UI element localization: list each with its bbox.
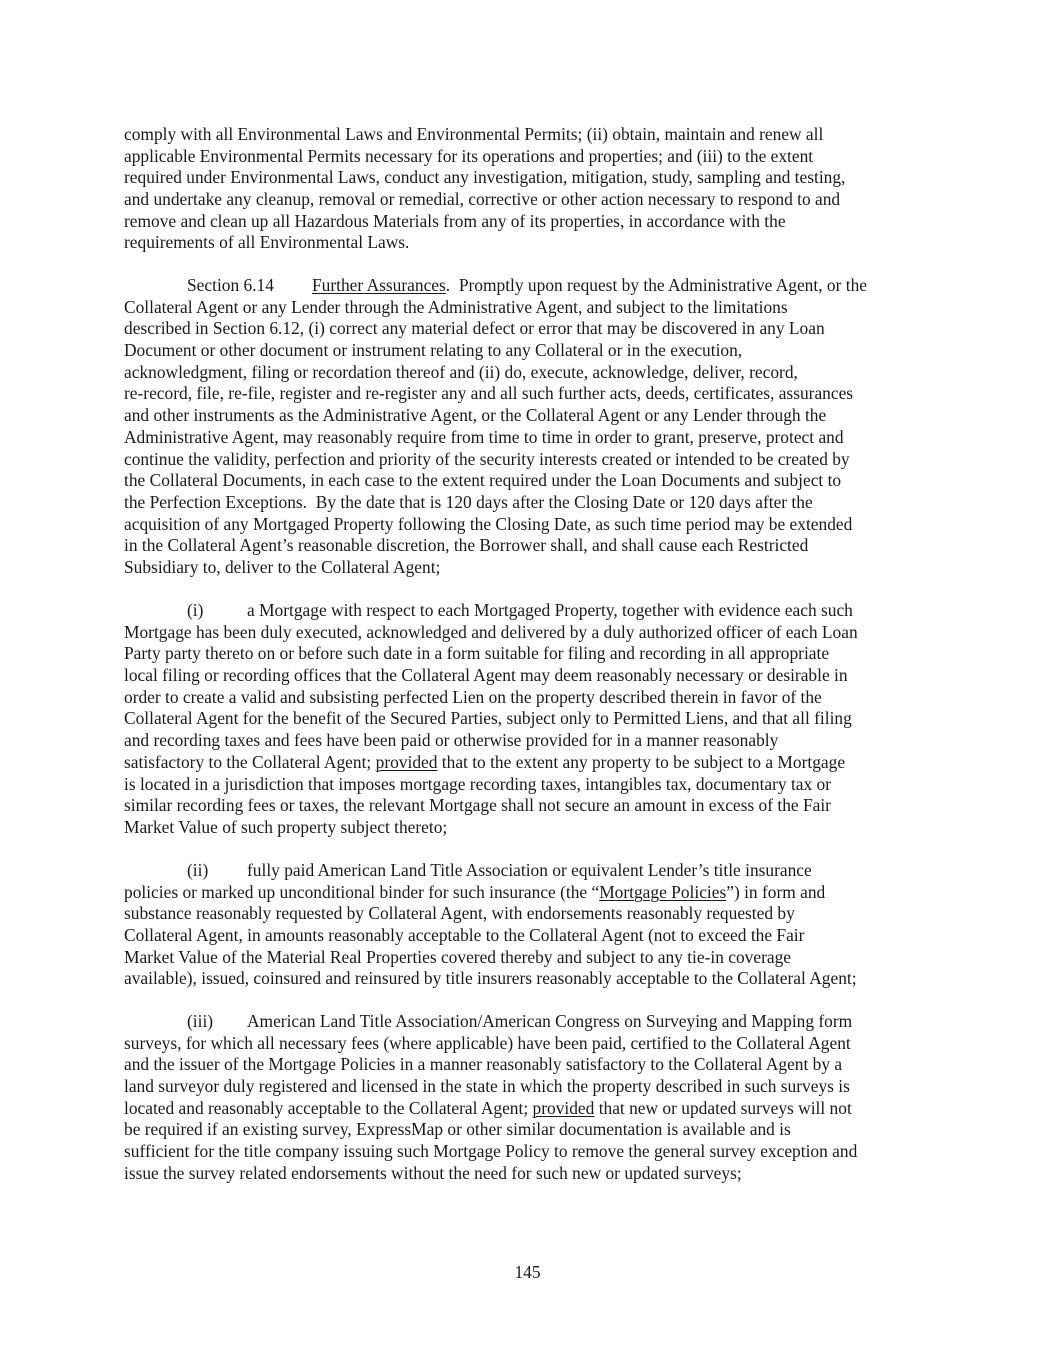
text-line: and other instruments as the Administrative Agent, or the Collateral Agent or any Lender through the bbox=[124, 405, 827, 426]
text-line: is located in a jurisdiction that imposes mortgage recording taxes, intangibles tax, documentary tax or bbox=[124, 773, 832, 794]
item-iii-paragraph bbox=[124, 1011, 954, 1185]
text-line: available), issued, coinsured and reinsured by title insurers reasonably acceptable to the Collateral Agent; bbox=[124, 968, 857, 989]
section-heading-line bbox=[124, 275, 954, 297]
text-line: order to create a valid and subsisting perfected Lien on the property described therein in favor of the bbox=[124, 686, 822, 707]
text-line: Mortgage has been duly executed, acknowledged and delivered by a duly authorized officer of each Loan bbox=[124, 621, 858, 642]
text-segment: located and reasonably acceptable to the Collateral Agent; bbox=[124, 1097, 533, 1118]
text-segment: that new or updated surveys will not bbox=[594, 1097, 852, 1118]
text-line: local filing or recording offices that the Collateral Agent may deem reasonably necessary or desirable in bbox=[124, 665, 848, 686]
text-line: requirements of all Environmental Laws. bbox=[124, 232, 410, 253]
item-first-line bbox=[124, 860, 954, 882]
provided-line bbox=[124, 752, 954, 774]
text-line: re-record, file, re-file, register and re-register any and all such further acts, deeds, certificates, assurances bbox=[124, 383, 854, 404]
provided-term: provided bbox=[532, 1097, 595, 1118]
text-line: comply with all Environmental Laws and Environmental Permits; (ii) obtain, maintain and renew all bbox=[124, 124, 824, 144]
defined-term-mortgage-policies: Mortgage Policies bbox=[599, 881, 727, 902]
item-label: (i) bbox=[187, 600, 204, 620]
text-line: and recording taxes and fees have been paid or otherwise provided for in a manner reasonably bbox=[124, 730, 779, 751]
section-title: Further Assurances bbox=[312, 275, 446, 295]
text-line: in the Collateral Agent’s reasonable discretion, the Borrower shall, and shall cause each Restricted bbox=[124, 535, 809, 556]
text-line: Administrative Agent, may reasonably require from time to time in order to grant, preserve, protect and bbox=[124, 426, 844, 447]
item-first-line bbox=[124, 600, 954, 622]
text-line: Document or other document or instrument relating to any Collateral or in the execution, bbox=[124, 340, 743, 361]
text-line: surveys, for which all necessary fees (where applicable) have been paid, certified to the Collateral Agent bbox=[124, 1032, 851, 1053]
text-line: Collateral Agent for the benefit of the Secured Parties, subject only to Permitted Liens, and that all filing bbox=[124, 708, 852, 729]
text-segment: ”) in form and bbox=[726, 881, 826, 902]
text-line: remove and clean up all Hazardous Materials from any of its properties, in accordance with the bbox=[124, 210, 786, 231]
text-line: substance reasonably requested by Collateral Agent, with endorsements reasonably requested by bbox=[124, 903, 795, 924]
text-line: Collateral Agent, in amounts reasonably acceptable to the Collateral Agent (not to exceed the Fair bbox=[124, 925, 805, 946]
text-line: continue the validity, perfection and priority of the security interests created or intended to be created by bbox=[124, 448, 850, 469]
item-text: fully paid American Land Title Association or equivalent Lender’s title insurance bbox=[247, 860, 812, 880]
text-segment: satisfactory to the Collateral Agent; bbox=[124, 751, 376, 772]
text-line: the Perfection Exceptions. By the date that is 120 days after the Closing Date or 120 days after the bbox=[124, 491, 813, 512]
definition-line bbox=[124, 882, 954, 904]
text-line: issue the survey related endorsements without the need for such new or updated surveys; bbox=[124, 1162, 742, 1183]
section-number: Section 6.14 bbox=[187, 275, 274, 295]
item-i-paragraph bbox=[124, 600, 954, 839]
item-text: a Mortgage with respect to each Mortgaged Property, together with evidence each such bbox=[247, 600, 853, 620]
provided-line bbox=[124, 1098, 954, 1120]
text-line: sufficient for the title company issuing such Mortgage Policy to remove the general survey exception and bbox=[124, 1141, 858, 1162]
provided-term: provided bbox=[375, 751, 438, 772]
text-line: Market Value of the Material Real Properties covered thereby and subject to any tie-in coverage bbox=[124, 946, 792, 967]
text-line: and the issuer of the Mortgage Policies in a manner reasonably satisfactory to the Collateral Agent by a bbox=[124, 1054, 843, 1075]
text-line: similar recording fees or taxes, the relevant Mortgage shall not secure an amount in excess of the Fair bbox=[124, 795, 831, 816]
text-line: required under Environmental Laws, conduct any investigation, mitigation, study, sampling and testing, bbox=[124, 167, 846, 188]
item-label: (iii) bbox=[187, 1011, 214, 1031]
item-ii-paragraph bbox=[124, 860, 954, 990]
page-number: 145 bbox=[514, 1262, 541, 1282]
text-line: Market Value of such property subject thereto; bbox=[124, 816, 448, 837]
text-line: applicable Environmental Permits necessary for its operations and properties; and (iii) to the extent bbox=[124, 145, 814, 166]
text-line: the Collateral Documents, in each case to the extent required under the Loan Documents and subject to bbox=[124, 470, 842, 491]
section-6-14-paragraph bbox=[124, 275, 954, 579]
item-first-line bbox=[124, 1011, 954, 1033]
paragraph-environmental-compliance bbox=[124, 124, 954, 254]
item-text: American Land Title Association/American Congress on Surveying and Mapping form bbox=[247, 1011, 853, 1031]
text-segment: policies or marked up unconditional binder for such insurance (the “ bbox=[124, 881, 600, 902]
text-line: described in Section 6.12, (i) correct any material defect or error that may be discovered in any Loan bbox=[124, 318, 825, 339]
section-intro-text: . Promptly upon request by the Administrative Agent, or the bbox=[445, 275, 867, 295]
text-line: and undertake any cleanup, removal or remedial, corrective or other action necessary to respond to and bbox=[124, 189, 841, 210]
text-line: land surveyor duly registered and licensed in the state in which the property described in such surveys is bbox=[124, 1076, 850, 1097]
text-line: acknowledgment, filing or recordation thereof and (ii) do, execute, acknowledge, deliver, record, bbox=[124, 361, 798, 382]
text-line: Collateral Agent or any Lender through the Administrative Agent, and subject to the limitations bbox=[124, 296, 788, 317]
text-segment: that to the extent any property to be subject to a Mortgage bbox=[437, 751, 846, 772]
item-label: (ii) bbox=[187, 860, 209, 880]
text-line: be required if an existing survey, ExpressMap or other similar documentation is available and is bbox=[124, 1119, 791, 1140]
text-line: Party party thereto on or before such date in a form suitable for filing and recording in all appropriate bbox=[124, 643, 830, 664]
text-line: Subsidiary to, deliver to the Collateral Agent; bbox=[124, 556, 441, 577]
text-line: acquisition of any Mortgaged Property following the Closing Date, as such time period may be extended bbox=[124, 513, 853, 534]
